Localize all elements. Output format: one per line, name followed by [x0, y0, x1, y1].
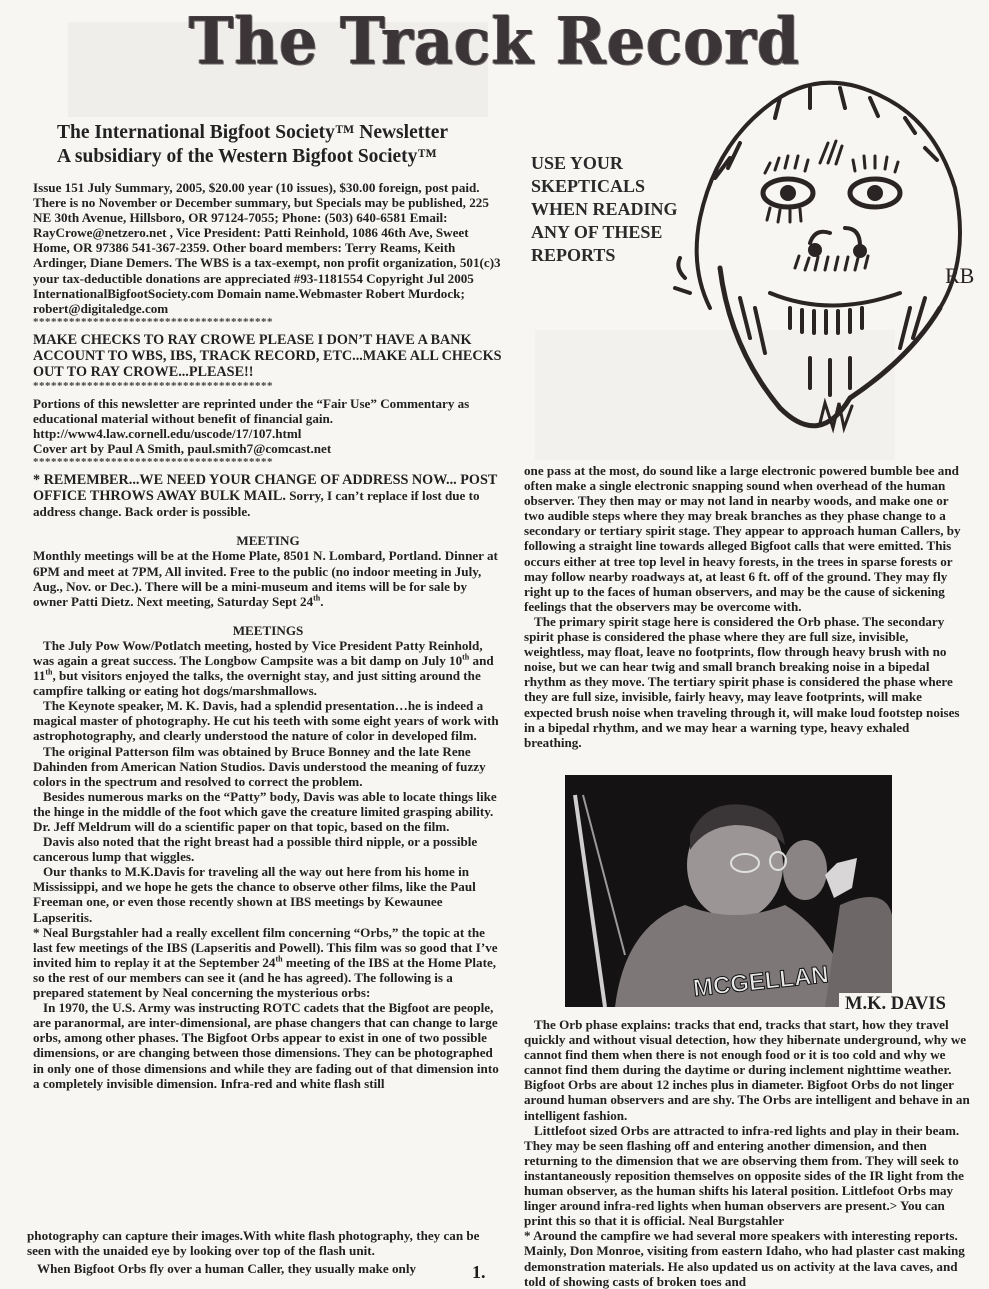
left-column-bottom: [27, 1228, 497, 1276]
divider-stars: ****************************************: [33, 379, 273, 392]
meetings-heading: MEETINGS: [232, 622, 304, 638]
skepticals-line: SKEPTICALS: [531, 176, 646, 196]
campfire-paragraph: * Around the campfire we had several more speakers with interesting reports. Mainly, Don Monroe, visiting from eastern Idaho, who had plaster cast making demonstration materials. He also updated us on activity at the lava caves, and told of showing casts of broken toes and: [524, 1228, 965, 1289]
primary-spirit-paragraph: The primary spirit stage here is considered the Orb phase. The secondary spirit phase is considered the phase where they are full size, invisible, weightless, may float, leave no footprints, flow through heavy brush with no noise, but we can hear twig and small branch breaking noise in a bipedal rhythm as they move. The tertiary spirit phase is considered the phase where they are full size, invisible, fairly heavy, may leave footprints, will make expected brush noise when traveling through it, will make loud footstep noises in a bipedal rhythm, and we may hear a warning type, heavy exhaled breathing.: [524, 613, 960, 750]
skepticals-line: ANY OF THESE: [531, 222, 663, 242]
meeting-heading: MEETING: [236, 533, 300, 549]
nipple-paragraph: Davis also noted that the right breast had a possible third nipple, or a possible cancerous lump that wiggles.: [33, 834, 478, 865]
thanks-paragraph: Our thanks to M.K.Davis for traveling all the way out here from his home in Mississippi, and we hope he gets the chance to observe other films, like the Paul Freeman one, or even those recently shown at IBS meetings by Kewaunee Lapseritis.: [33, 864, 476, 925]
subtitle-line-1: The International Bigfoot Society™ Newsletter: [57, 122, 449, 143]
orb-explains-paragraph: The Orb phase explains: tracks that end, tracks that start, how they travel quickly and without visual detection, how they hibernate underground, why we cannot find them when there is not enough food or it is too cold and why we cannot find them during the daytime or during inclement nighttime weather. Bigfoot Orbs are about 12 inches plus in diameter. Bigfoot Orbs do not linger around human observers and are shy. The Orbs are intelligent and behave in an intelligent fashion.: [524, 1017, 970, 1123]
masthead-title: The Track Record: [188, 4, 801, 80]
one-pass-paragraph: one pass at the most, do sound like a large electronic powered bumble bee and often make a single electronic snapping sound when overhead of the human observer. They then may or may not land in nearby woods, and make one or two audible steps where they may break branches as they phase change to a secondary or tertiary spirit stage. They appear to approach human Callers, by following a straight line towards alleged Bigfoot calls that were emitted. This occurs either at tree top level in heavy forests, in the trees in sparse forests or may follow nearby roadways at, at least 6 ft. off of the ground. They may fly right up to the faces of human observers, and may be the cause of sickening feelings that the observers may be overcome with.: [524, 463, 961, 614]
divider-stars: ****************************************: [33, 456, 273, 469]
keynote-paragraph: The Keynote speaker, M. K. Davis, had a splendid presentation…he is indeed a magical master of photography. He cut his teeth with some eight years of work with astrophotography, and clearly understood the nature of color in developed film.: [33, 698, 499, 744]
neal-paragraph: * Neal Burgstahler had a really excellent film concerning “Orbs,” the topic at the last few meetings of the IBS (Lapseritis and Powell). This film was so good that I’ve invited him to replay it at the September 24th meeting of the IBS at the Home Plate, so the rest of our members can see it (and he has agreed). The following is a prepared statement by Neal concerning the mysterious orbs:: [33, 924, 498, 1001]
rotc-paragraph: In 1970, the U.S. Army was instructing ROTC cadets that the Bigfoot are people, are paranormal, are inter-dimensional, are phase changers that can change to large orbs, among other phases. The Bigfoot Orbs appear to exist in one of two possible dimensions, or are changing between those dimensions. They can be photographed in only one of those dimensions and while they are fading out of that dimension into a completely invisible dimension. Infra-red and white flash still: [33, 1000, 499, 1091]
svg-text:RB: RB: [945, 263, 975, 288]
patterson-paragraph: The original Patterson film was obtained by Bruce Bonney and the late Rene Dahinden from American Nation Studios. Davis understood the meaning of fuzzy colors in the spectrum and resolved to correct the problem.: [33, 743, 486, 789]
subtitle-line-2: A subsidiary of the Western Bigfoot Society™: [57, 146, 437, 167]
masthead-info: Issue 151 July Summary, 2005, $20.00 year (10 issues), $30.00 foreign, post paid. There is no November or December summary, but Specials may be published, 225 NE 30th Avenue, Hillsboro, OR 97124-7055; Phone: (503) 640-6581 Email: RayCrowe@netzero.net , Vice President: Patti Reinhold, 1086 46th Ave, Sweet Home, OR 97386 541-367-2359. Other board members: Terry Reams, Keith Ardinger, Diane Demers. The WBS is a tax-exempt, non profit organization, 501(c)3 your tax-deductible donations are appreciated #93-1181554 Copyright Jul 2005 InternationalBigfootSociety.com Domain name.Webmaster Robert Murdock; robert@digitaledge.com: [33, 180, 501, 316]
left-column: [33, 180, 503, 1091]
meeting-text: Monthly meetings will be at the Home Plate, 8501 N. Lombard, Portland. Dinner at 6PM and meet at 7PM, All invited. Free to the public (no indoor meeting in July, Aug., Nov. or Dec.). There will be a mini-museum and items will be for sale by owner Patti Dietz. Next meeting, Saturday Sept 24th.: [33, 548, 498, 609]
skepticals-line: WHEN READING: [531, 199, 678, 219]
photo-caption: M.K. DAVIS: [839, 993, 963, 1015]
fair-use-notice: Portions of this newsletter are reprinted under the “Fair Use” Commentary as educational material without benefit of financial gain.: [33, 395, 470, 426]
right-column-top: [524, 463, 970, 750]
shirt-text: MCGELLAN: [691, 961, 830, 1003]
powwow-paragraph: The July Pow Wow/Potlatch meeting, hosted by Vice President Patty Reinhold, was again a great success. The Longbow Campsite was a bit damp on July 10th and 11th, but visitors enjoyed the talks, the overnight stay, and just sitting around the campfire talking or eating hot dogs/marshmallows.: [33, 637, 494, 699]
bigfoot-sketch-icon: [670, 68, 980, 463]
skepticals-line: USE YOUR: [531, 153, 623, 173]
page-number: 1.: [472, 1262, 486, 1282]
right-column-bottom: [524, 1017, 970, 1289]
cover-art-credit: Cover art by Paul A Smith, paul.smith7@comcast.net: [33, 441, 332, 457]
newsletter-subtitle: [57, 121, 527, 169]
photography-paragraph: photography can capture their images.With white flash photography, they can be seen with the unaided eye by looking over top of the flash unit.: [27, 1228, 480, 1259]
marks-paragraph: Besides numerous marks on the “Patty” body, Davis was able to locate things like the hinge in the middle of the foot which gave the creature limited grasping ability. Dr. Jeff Meldrum will do a scientific paper on that topic, based on the film.: [33, 788, 497, 834]
when-orbs-paragraph: When Bigfoot Orbs fly over a human Caller, they usually make only: [37, 1261, 417, 1277]
divider-stars: ****************************************: [33, 315, 273, 328]
address-notice: * REMEMBER...WE NEED YOUR CHANGE OF ADDRESS NOW... POST OFFICE THROWS AWAY BULK MAIL. Sorry, I can’t replace if lost due to address change. Back order is possible.: [33, 472, 498, 520]
littlefoot-paragraph: Littlefoot sized Orbs are attracted to infra-red lights and play in their beam. They may be seen flashing off and entering another dimension, and then returning to the dimension that we are observing them from. They will seek to instantaneously reposition themselves on opposite sides of the IR light from the human observer, as the human shifts his lateral position. Littlefoot Orbs may linger around infra-red lights when human observers are present.> You can print this so that it is official. Neal Burgstahler: [524, 1122, 964, 1229]
mk-davis-photo: [565, 775, 892, 1007]
fair-use-url[interactable]: http://www4.law.cornell.edu/uscode/17/107.html: [33, 426, 302, 442]
photo-image-icon: [565, 775, 892, 1007]
checks-notice: MAKE CHECKS TO RAY CROWE PLEASE I DON’T HAVE A BANK ACCOUNT TO WBS, IBS, TRACK RECORD, ETC...MAKE ALL CHECKS OUT TO RAY CROWE...PLEASE!!: [33, 331, 502, 380]
skepticals-line: REPORTS: [531, 245, 616, 265]
